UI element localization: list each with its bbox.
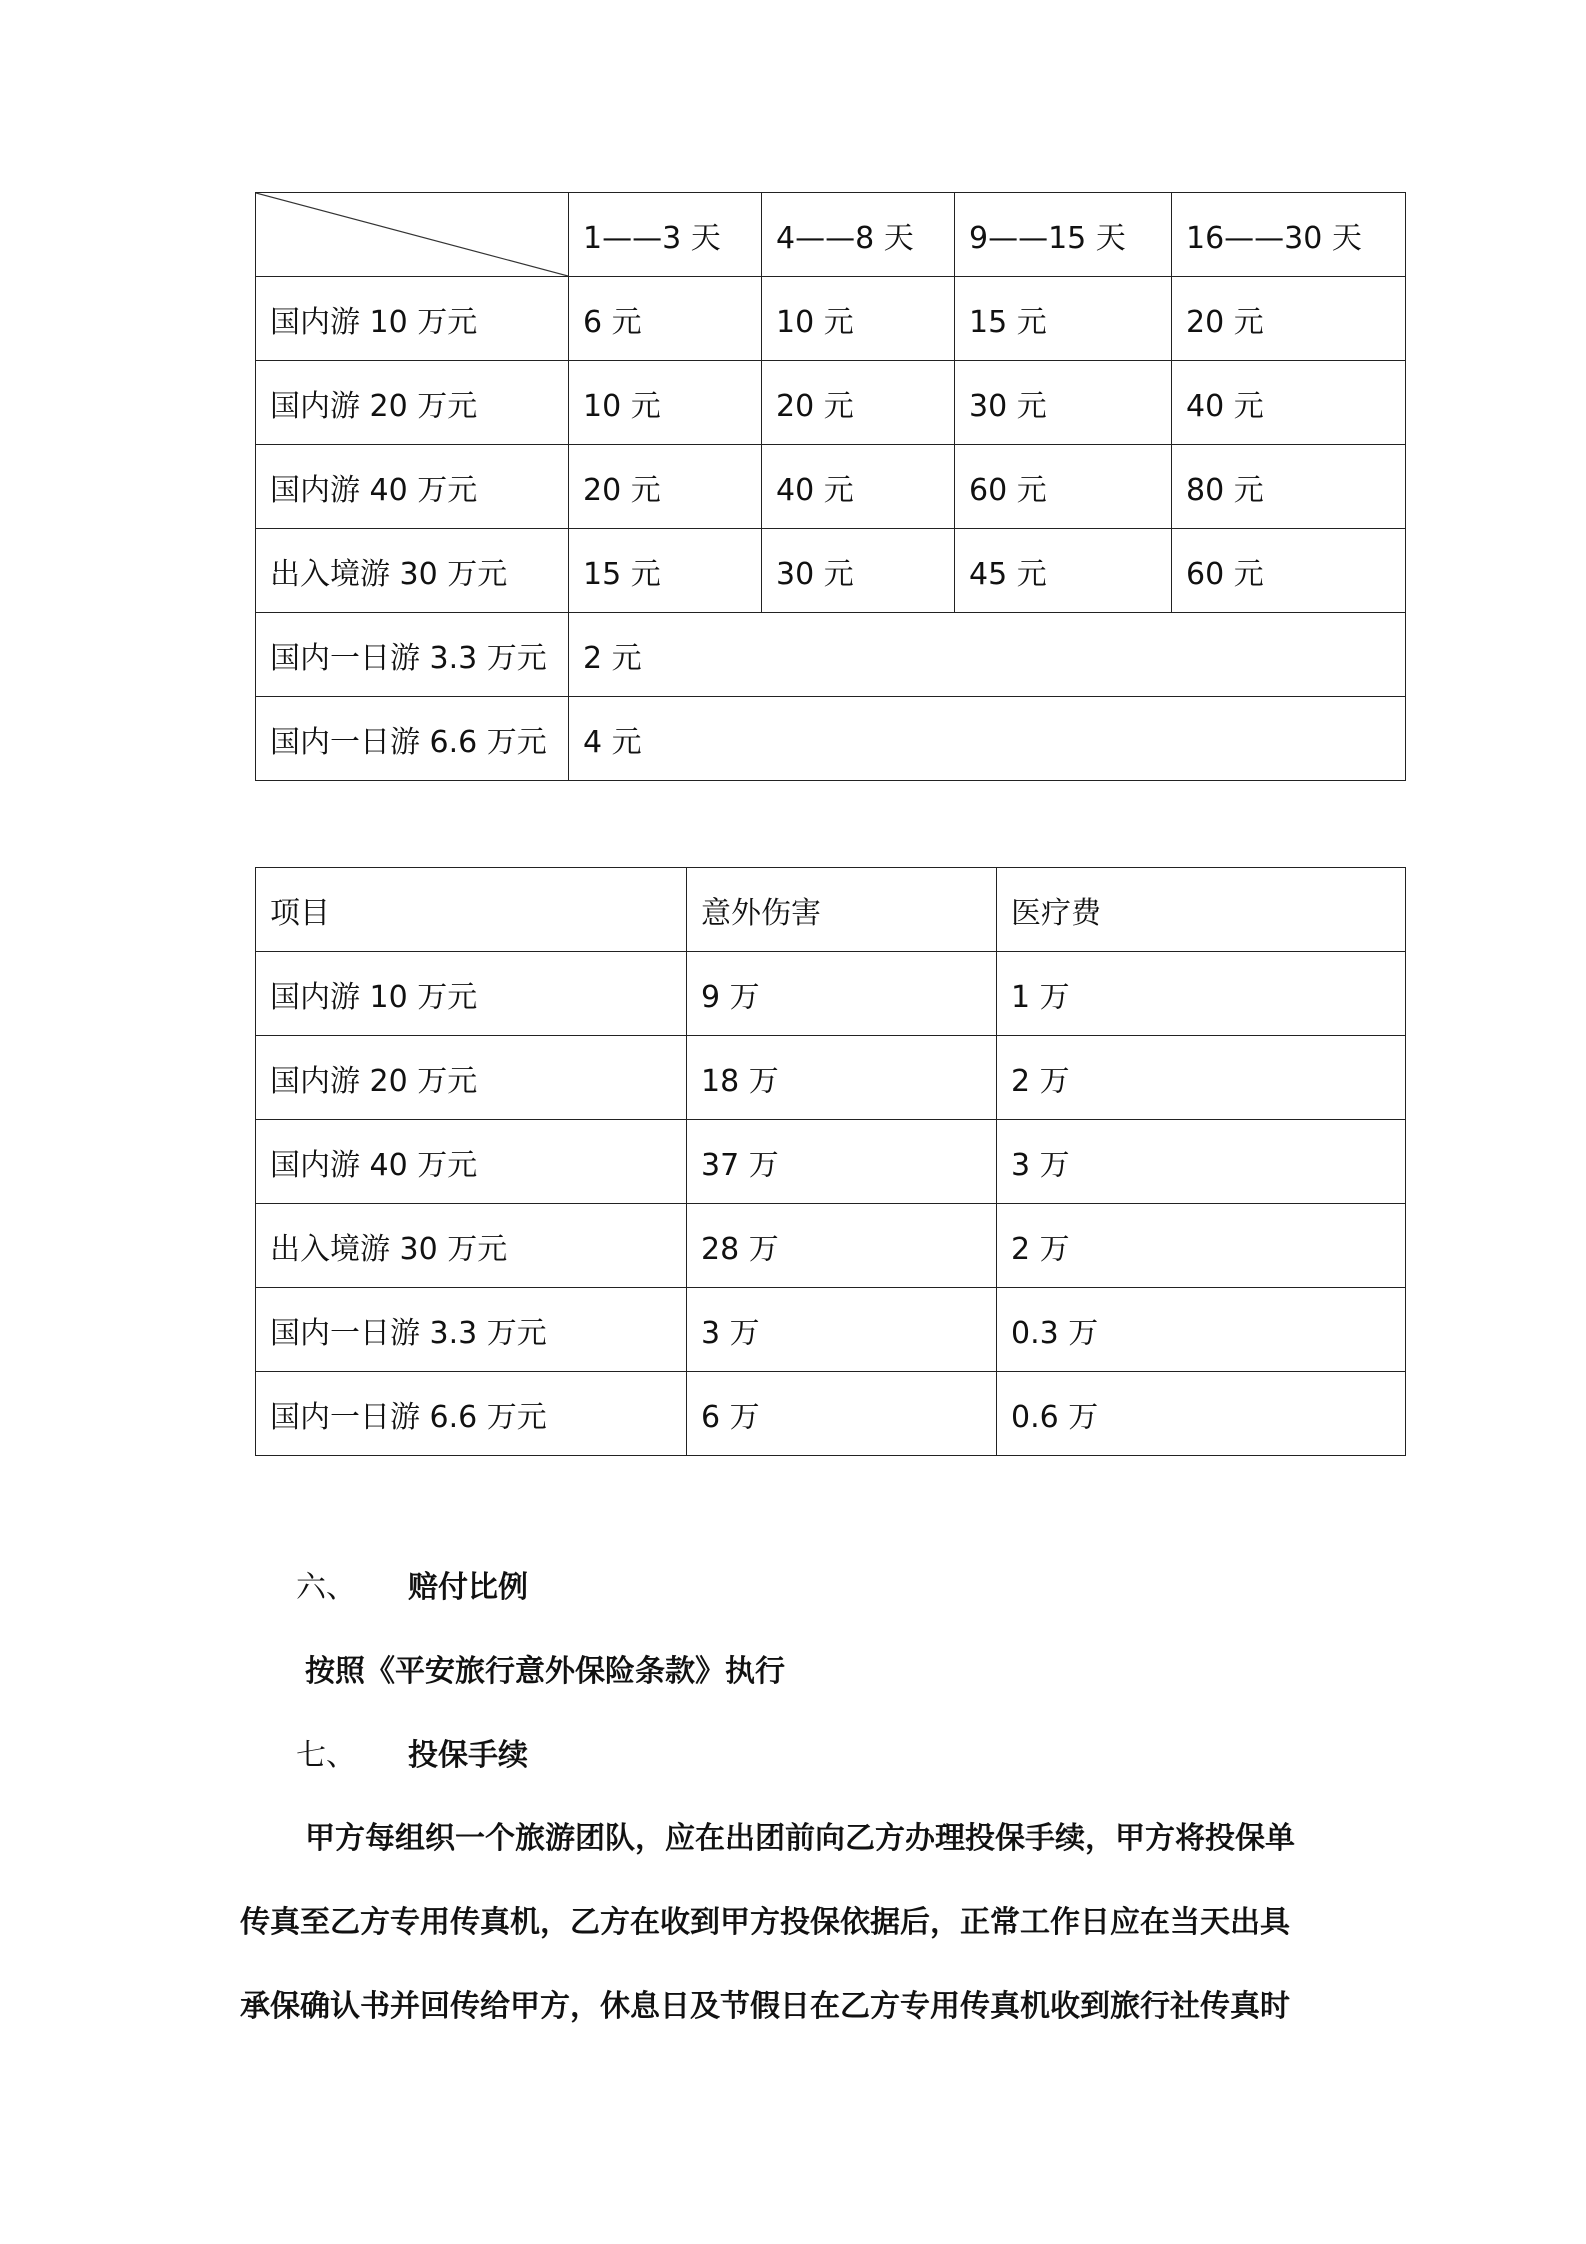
table-row: [256, 445, 1406, 529]
premium-table: [255, 192, 1406, 781]
diagonal-line: [256, 193, 568, 276]
table-row: [256, 1120, 1406, 1204]
table-cell: 80 元: [1172, 445, 1406, 529]
table-cell: 20 元: [569, 445, 762, 529]
row-label: 国内游 10 万元: [256, 952, 687, 1036]
row-label: 出入境游 30 万元: [256, 1204, 687, 1288]
table-cell: 2 万: [997, 1036, 1406, 1120]
table-row: [256, 697, 1406, 781]
duration-header: 16——30 天: [1172, 193, 1406, 277]
table-cell: 3 万: [997, 1120, 1406, 1204]
paragraph-line: 传真至乙方专用传真机，乙方在收到甲方投保依据后，正常工作日应在当天出具: [240, 1905, 1290, 1940]
table-cell: 18 万: [687, 1036, 997, 1120]
table-row: [256, 952, 1406, 1036]
section-heading-7: [296, 1730, 528, 1774]
table-cell: 40 元: [762, 445, 955, 529]
table-cell: 0.6 万: [997, 1372, 1406, 1456]
merged-cell: 4 元: [569, 697, 1406, 781]
section-title: 赔付比例: [408, 1570, 528, 1605]
table-header-row: [256, 868, 1406, 952]
table-row: [256, 613, 1406, 697]
table-cell: 30 元: [762, 529, 955, 613]
row-label: 国内游 40 万元: [256, 445, 569, 529]
row-label: 国内游 20 万元: [256, 361, 569, 445]
row-label: 国内游 20 万元: [256, 1036, 687, 1120]
section-title: 投保手续: [408, 1738, 528, 1773]
section-6-text: 按照《平安旅行意外保险条款》执行: [305, 1654, 785, 1689]
table-row: [256, 361, 1406, 445]
row-label: 国内游 10 万元: [256, 277, 569, 361]
table-cell: 60 元: [1172, 529, 1406, 613]
table-cell: 6 元: [569, 277, 762, 361]
duration-header: 9——15 天: [955, 193, 1172, 277]
table-cell: 10 元: [762, 277, 955, 361]
duration-header: 1——3 天: [569, 193, 762, 277]
table-cell: 40 元: [1172, 361, 1406, 445]
section-number: 六、: [296, 1570, 356, 1605]
table-cell: 45 元: [955, 529, 1172, 613]
table-cell: 0.3 万: [997, 1288, 1406, 1372]
column-header: 项目: [256, 868, 687, 952]
table-row: [256, 1288, 1406, 1372]
table-row: [256, 529, 1406, 613]
table-cell: 10 元: [569, 361, 762, 445]
table-cell: 15 元: [955, 277, 1172, 361]
column-header: 医疗费: [997, 868, 1406, 952]
row-label: 出入境游 30 万元: [256, 529, 569, 613]
column-header: 意外伤害: [687, 868, 997, 952]
table-cell: 15 元: [569, 529, 762, 613]
diagonal-header-cell: [256, 193, 569, 277]
table-cell: 3 万: [687, 1288, 997, 1372]
table-cell: 60 元: [955, 445, 1172, 529]
row-label: 国内一日游 3.3 万元: [256, 1288, 687, 1372]
paragraph-line: 甲方每组织一个旅游团队，应在出团前向乙方办理投保手续，甲方将投保单: [305, 1821, 1295, 1856]
table-cell: 28 万: [687, 1204, 997, 1288]
table-cell: 37 万: [687, 1120, 997, 1204]
table-cell: 20 元: [1172, 277, 1406, 361]
table-cell: 30 元: [955, 361, 1172, 445]
table-cell: 20 元: [762, 361, 955, 445]
paragraph-line: 承保确认书并回传给甲方，休息日及节假日在乙方专用传真机收到旅行社传真时: [240, 1989, 1290, 2024]
table-cell: 6 万: [687, 1372, 997, 1456]
table-cell: 2 万: [997, 1204, 1406, 1288]
row-label: 国内游 40 万元: [256, 1120, 687, 1204]
table-cell: 9 万: [687, 952, 997, 1036]
section-heading-6: [296, 1562, 528, 1606]
section-number: 七、: [296, 1738, 356, 1773]
row-label: 国内一日游 3.3 万元: [256, 613, 569, 697]
row-label: 国内一日游 6.6 万元: [256, 697, 569, 781]
table-row: [256, 277, 1406, 361]
row-label: 国内一日游 6.6 万元: [256, 1372, 687, 1456]
table-cell: 1 万: [997, 952, 1406, 1036]
merged-cell: 2 元: [569, 613, 1406, 697]
coverage-table: [255, 867, 1406, 1456]
table-header-row: [256, 193, 1406, 277]
table-row: [256, 1372, 1406, 1456]
duration-header: 4——8 天: [762, 193, 955, 277]
table-row: [256, 1036, 1406, 1120]
table-row: [256, 1204, 1406, 1288]
